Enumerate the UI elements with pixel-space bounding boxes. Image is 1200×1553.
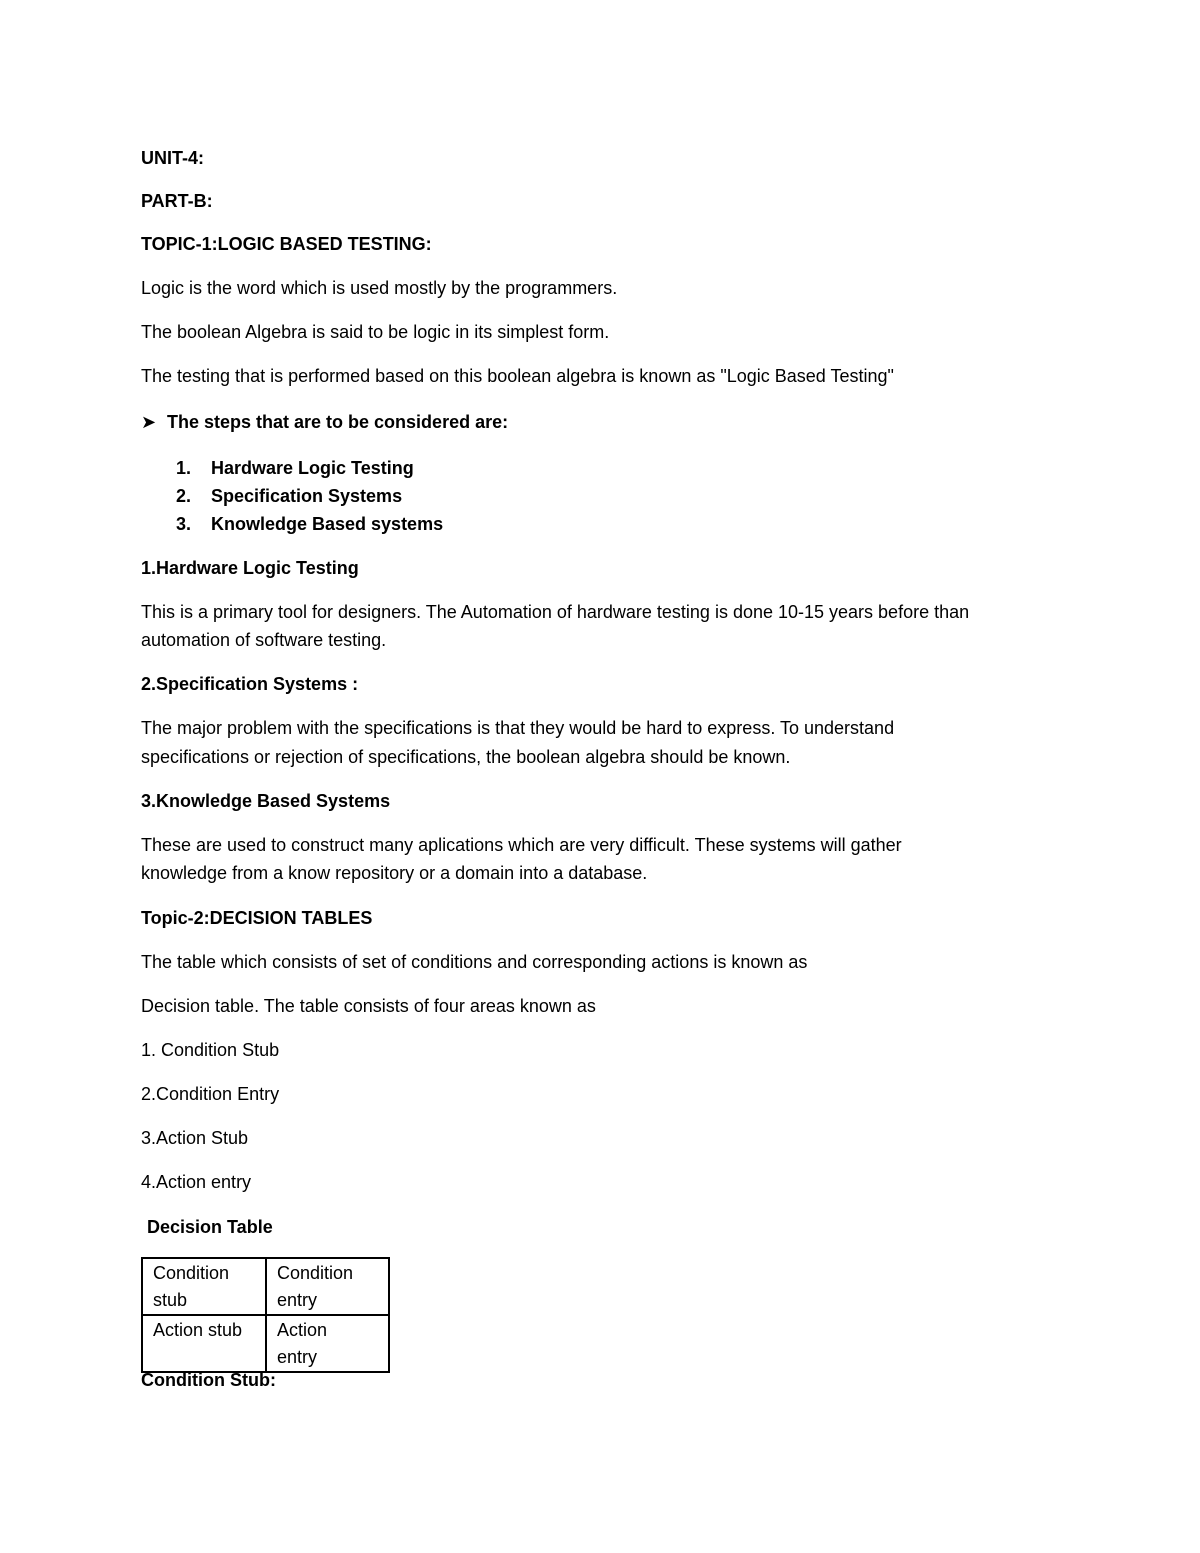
section-line: These are used to construct many aplications which are very difficult. These systems will gather [141,835,902,855]
section-heading: 1.Hardware Logic Testing [141,558,359,578]
topic2-paragraph: The table which consists of set of conditions and corresponding actions is known as [141,952,808,972]
section-line: specifications or rejection of specifications, the boolean algebra should be known. [141,747,791,767]
part-heading: PART-B: [141,191,213,211]
table-row [142,1315,389,1372]
after-table-heading: Condition Stub: [141,1370,276,1390]
steps-heading [141,408,508,436]
unit-heading: UNIT-4: [141,148,204,168]
list-item-number: 2. [176,486,192,506]
area-item: 2.Condition Entry [141,1084,280,1104]
area-item: 3.Action Stub [141,1128,249,1148]
topic1-paragraph: The testing that is performed based on this boolean algebra is known as "Logic Based Testing" [141,366,894,386]
cell-line: Condition [277,1263,354,1283]
topic2-heading: Topic-2:DECISION TABLES [141,908,373,928]
list-item-number: 3. [176,514,192,534]
list-item-label: Knowledge Based systems [211,514,444,534]
cell-line: Condition [153,1263,230,1283]
cell-line: Action [277,1320,328,1340]
list-item [176,510,443,538]
area-item: 1. Condition Stub [141,1040,280,1060]
area-item: 4.Action entry [141,1172,252,1192]
list-item-label: Hardware Logic Testing [211,458,414,478]
topic2-paragraph: Decision table. The table consists of four areas known as [141,996,596,1016]
list-item-number: 1. [176,458,192,478]
table-row [142,1258,389,1315]
cell-line: stub [153,1290,188,1310]
section-heading: 2.Specification Systems : [141,674,359,694]
table-cell [142,1258,266,1315]
decision-table [141,1257,390,1373]
section-line: This is a primary tool for designers. The Automation of hardware testing is done 10-15 years before than [141,602,970,622]
topic1-paragraph: The boolean Algebra is said to be logic in its simplest form. [141,322,610,342]
section-line: automation of software testing. [141,630,387,650]
table-cell [142,1315,266,1372]
table-cell [266,1315,389,1372]
section-line: knowledge from a know repository or a domain into a database. [141,863,648,883]
topic1-paragraph: Logic is the word which is used mostly by the programmers. [141,278,618,298]
list-item-label: Specification Systems [211,486,403,506]
section-heading: 3.Knowledge Based Systems [141,791,391,811]
table-cell [266,1258,389,1315]
topic1-heading: TOPIC-1:LOGIC BASED TESTING: [141,234,432,254]
steps-heading-text: The steps that are to be considered are: [167,412,509,432]
list-item [176,454,414,482]
cell-line: entry [277,1347,318,1367]
cell-line: Action stub [153,1320,243,1340]
arrow-bullet-icon: ➤ [141,412,157,432]
cell-line: entry [277,1290,318,1310]
list-item [176,482,402,510]
table-title: Decision Table [147,1217,273,1237]
section-line: The major problem with the specifications is that they would be hard to express. To understand [141,718,895,738]
